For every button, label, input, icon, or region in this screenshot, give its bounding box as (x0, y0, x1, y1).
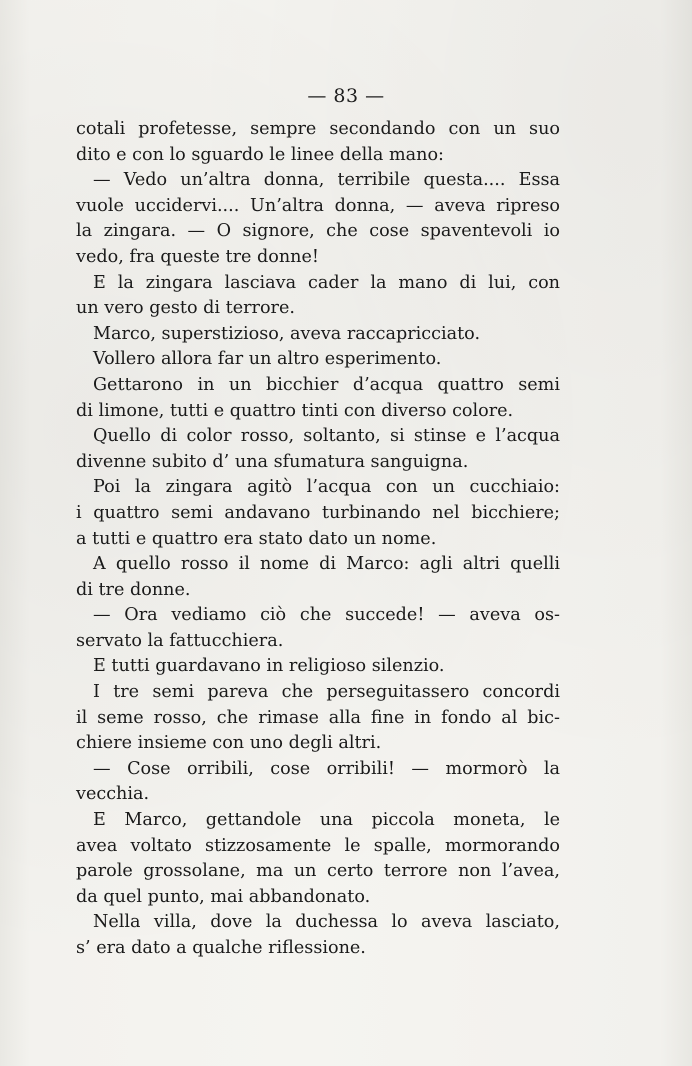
text-line: A quello rosso il nome di Marco: agli altri quelli (93, 554, 560, 575)
body-text (76, 117, 560, 962)
text-line: parole grossolane, ma un certo terrore non l’avea, (76, 861, 560, 882)
text-line: avea voltato stizzosamente le spalle, mormorando (76, 835, 560, 856)
text-line: — Vedo un’altra donna, terribile questa.... Essa (93, 170, 560, 191)
text-line: vedo, fra queste tre donne! (76, 246, 319, 267)
text-line: dito e con lo sguardo le linee della mano: (76, 144, 444, 165)
text-line: s’ era dato a qualche riflessione. (76, 938, 366, 958)
text-line: I tre semi pareva che perseguitassero concordi (93, 682, 560, 703)
text-line: servato la fattucchiera. (76, 630, 284, 651)
text-line: vecchia. (76, 784, 150, 805)
text-line: di limone, tutti e quattro tinti con diverso colore. (76, 400, 514, 421)
text-line: di tre donne. (76, 579, 191, 600)
text-line: E Marco, gettandole una piccola moneta, le (93, 810, 560, 831)
text-line: Poi la zingara agitò l’acqua con un cucchiaio: (93, 477, 560, 498)
text-line: a tutti e quattro era stato dato un nome. (76, 528, 437, 549)
text-line: da quel punto, mai abbandonato. (76, 886, 371, 907)
text-line: i quattro semi andavano turbinando nel bicchiere; (76, 502, 560, 523)
text-line: Marco, superstizioso, aveva raccapricciato. (93, 323, 481, 344)
text-line: E tutti guardavano in religioso silenzio. (93, 656, 445, 677)
text-line: la zingara. — O signore, che cose spaventevoli io (76, 221, 560, 242)
text-line: Quello di color rosso, soltanto, si stinse e l’acqua (93, 426, 560, 447)
text-line: il seme rosso, che rimase alla fine in fondo al bic- (76, 707, 560, 728)
text-line: — Ora vediamo ciò che succede! — aveva os- (93, 605, 560, 626)
text-line: E la zingara lasciava cader la mano di lui, con (93, 272, 560, 293)
text-line: — Cose orribili, cose orribili! — mormorò la (93, 758, 560, 779)
text-line: Nella villa, dove la duchessa lo aveva lasciato, (93, 912, 560, 933)
text-line: vuole uccidervi.... Un’altra donna, — aveva ripreso (76, 195, 560, 216)
text-line: Gettarono in un bicchier d’acqua quattro semi (93, 374, 560, 395)
text-line: divenne subito d’ una sfumatura sanguigna. (76, 451, 469, 472)
page-number: — 83 — (307, 85, 385, 107)
text-line: Vollero allora far un altro esperimento. (93, 349, 442, 370)
text-line: un vero gesto di terrore. (76, 298, 295, 319)
text-line: cotali profetesse, sempre secondando con un suo (76, 119, 560, 139)
text-line: chiere insieme con uno degli altri. (76, 733, 382, 754)
